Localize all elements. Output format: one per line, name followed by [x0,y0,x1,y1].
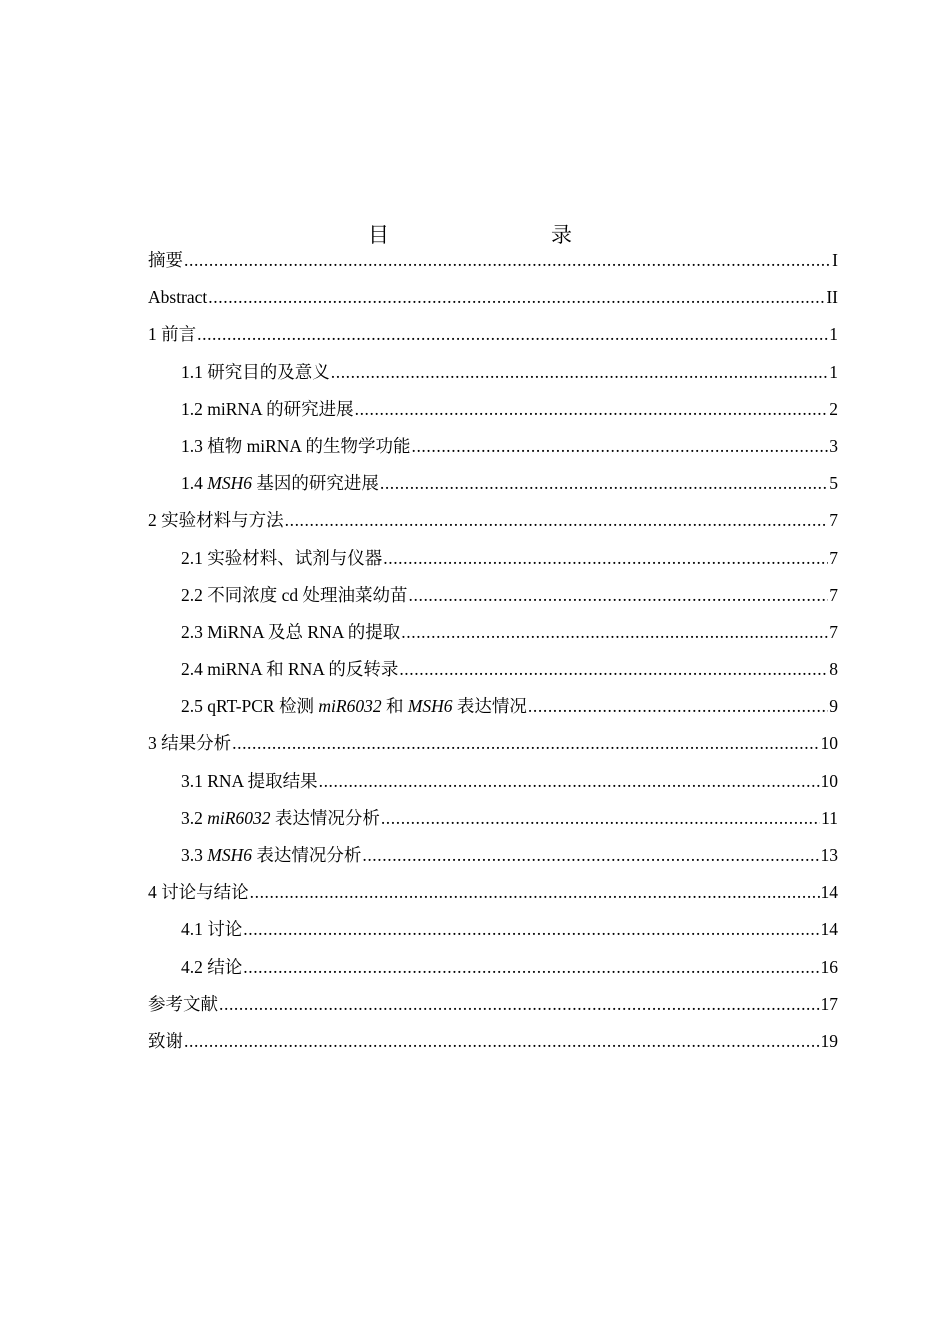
toc-entry-chapter-2[interactable] [148,507,838,544]
toc-entry-section-1-4[interactable] [148,470,838,507]
toc-page-number: 13 [820,845,838,865]
dot-leader [381,805,820,831]
toc-page-number: 10 [820,733,838,754]
toc-entry-chapter-3[interactable] [148,730,838,767]
toc-entry-title: 4.2 结论 [181,956,243,977]
toc-entry-section-2-2[interactable] [148,582,838,619]
toc-entry-acknowledgements[interactable] [148,1028,838,1065]
toc-entry-chapter-4[interactable] [148,879,838,916]
toc-entry-title: 2.2 不同浓度 cd 处理油菜幼苗 [181,584,408,605]
toc-entry-title: 2.5 qRT-PCR 检测 miR6032 和 MSH6 表达情况 [181,696,527,717]
toc-page-number: 16 [820,956,838,977]
toc-page-number: 11 [821,807,838,828]
toc-entry-title: 3.3 MSH6 表达情况分析 [181,845,362,865]
dot-leader [399,656,828,682]
dot-leader [208,284,825,310]
toc-entry-title: 致谢 [148,1030,183,1051]
dot-leader [383,545,828,571]
dot-leader [184,247,831,273]
toc-entry-title: 4.1 讨论 [181,919,243,940]
toc-entry-section-1-3[interactable] [148,433,838,470]
dot-leader [232,730,819,756]
toc-page-number: 10 [820,770,838,791]
toc-entry-title: 摘要 [148,250,183,270]
toc-entry-title: 1.4 MSH6 基因的研究进展 [181,473,379,494]
toc-entry-title: 3.2 miR6032 表达情况分析 [181,807,380,828]
toc-entry-title: 1.3 植物 miRNA 的生物学功能 [181,435,411,456]
dot-leader [362,842,819,868]
toc-page-number: 9 [829,696,838,717]
toc-page-number: II [826,287,838,308]
toc-entry-section-3-3[interactable] [148,842,838,879]
toc-page-number: I [832,250,838,270]
toc-page-number: 7 [829,510,838,531]
toc-entry-abstract-en[interactable] [148,284,838,321]
toc-page-number: 7 [829,621,838,642]
toc-entry-abstract-cn[interactable] [148,247,838,284]
dot-leader [243,916,819,942]
toc-entry-title: 4 讨论与结论 [148,882,249,903]
toc-entry-references[interactable] [148,991,838,1028]
toc-entry-title: 3 结果分析 [148,733,232,754]
toc-entry-section-4-2[interactable] [148,954,838,991]
toc-entry-title: Abstract [148,287,208,308]
dot-leader [285,507,829,533]
toc-page-number: 7 [829,547,838,568]
toc-title: 目 录 [368,223,612,247]
dot-leader [411,433,828,459]
dot-leader [219,991,820,1017]
toc-entry-title: 参考文献 [148,993,218,1014]
dot-leader [331,359,829,385]
toc-entry-title: 1.2 miRNA 的研究进展 [181,398,354,419]
toc-entry-section-1-1[interactable] [148,359,838,396]
toc-page-number: 1 [829,324,838,345]
toc-entry-title: 1 前言 [148,324,197,345]
dot-leader [319,768,820,794]
toc-list [148,247,838,1065]
toc-entry-section-2-4[interactable] [148,656,838,693]
toc-page-number: 3 [829,435,838,456]
toc-entry-section-3-1[interactable] [148,768,838,805]
toc-entry-chapter-1[interactable] [148,321,838,358]
toc-entry-title: 3.1 RNA 提取结果 [181,770,318,791]
dot-leader [355,396,829,422]
toc-entry-title: 2 实验材料与方法 [148,510,284,531]
dot-leader [409,582,829,608]
toc-entry-section-2-3[interactable] [148,619,838,656]
dot-leader [184,1028,820,1054]
toc-page-number: 17 [820,993,838,1014]
toc-entry-title: 2.1 实验材料、试剂与仪器 [181,547,383,568]
toc-entry-section-1-2[interactable] [148,396,838,433]
dot-leader [243,954,819,980]
toc-page-number: 19 [820,1030,838,1051]
toc-page-number: 1 [829,361,838,382]
toc-page-number: 7 [829,584,838,605]
toc-entry-section-2-5[interactable] [148,693,838,730]
toc-page-number: 8 [829,659,838,680]
dot-leader [197,321,828,347]
dot-leader [380,470,828,496]
dot-leader [250,879,820,905]
toc-page-number: 5 [829,473,838,494]
toc-entry-title: 2.4 miRNA 和 RNA 的反转录 [181,659,399,680]
toc-entry-title: 1.1 研究目的及意义 [181,361,330,382]
dot-leader [401,619,828,645]
dot-leader [528,693,828,719]
toc-entry-section-2-1[interactable] [148,545,838,582]
toc-entry-section-4-1[interactable] [148,916,838,953]
toc-page-number: 14 [820,882,838,903]
toc-page-number: 2 [829,398,838,419]
toc-entry-section-3-2[interactable] [148,805,838,842]
toc-page-number: 14 [820,919,838,940]
toc-entry-title: 2.3 MiRNA 及总 RNA 的提取 [181,621,401,642]
